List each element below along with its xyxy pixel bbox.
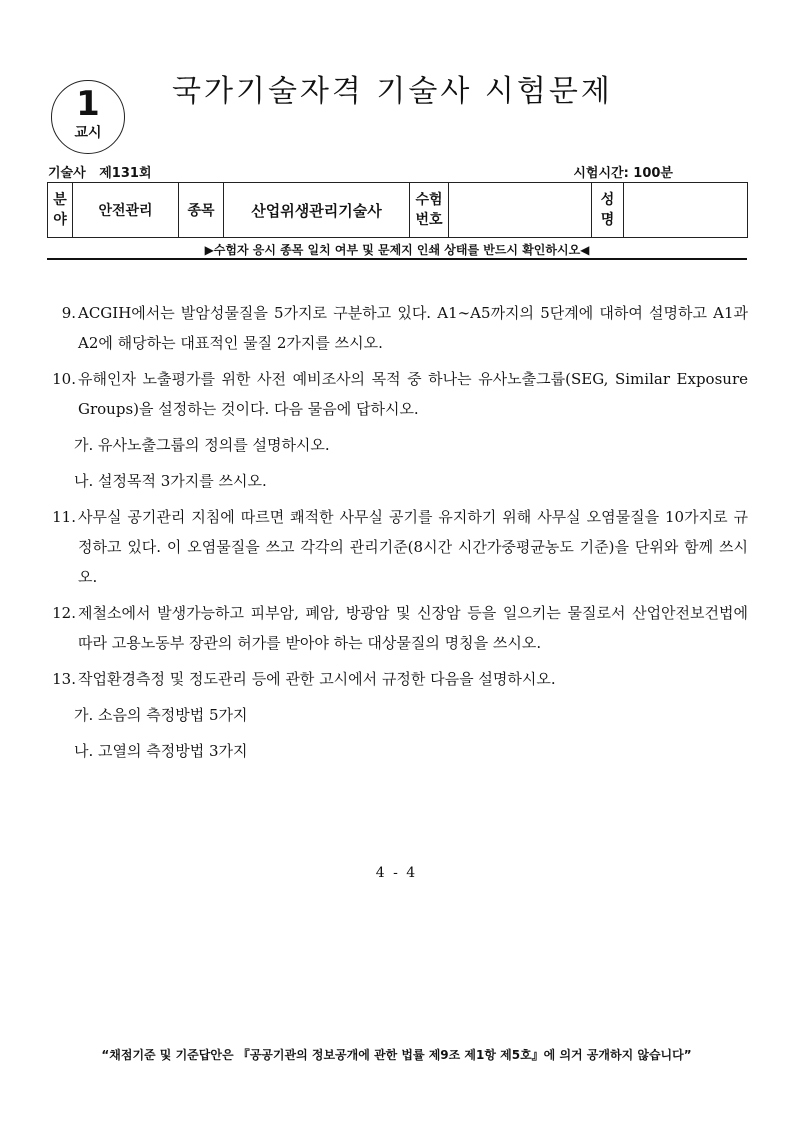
session-number: 1 [76, 84, 100, 124]
disclosure-footer: “채점기준 및 기준답안은 『공공기관의 정보공개에 관한 법률 제9조 제1항 제5호』에 의거 공개하지 않습니다” [101, 1048, 692, 1062]
question-number: 12. [52, 604, 76, 622]
question-number: 13. [52, 670, 76, 688]
question-number: 9. [61, 304, 76, 322]
exam-round: 기술사 제131회 [48, 166, 152, 181]
page-title: 국가기술자격 기술사 시험문제 [172, 74, 613, 109]
question-text: 사무실 공기관리 지침에 따르면 쾌적한 사무실 공기를 유지하기 위해 사무실 오염물질을 10가지로 규정하고 있다. 이 오염물질을 쓰고 각각의 관리기준(8시간 시간가중평균농도 기준)을 단위와 함께 쓰시오. [78, 508, 748, 586]
question-number: 10. [52, 370, 76, 388]
question-13 [48, 664, 748, 694]
question-12 [48, 598, 748, 658]
question-9 [48, 298, 748, 358]
examno-label-cell: 수험 번호 [410, 183, 449, 238]
session-badge [51, 80, 125, 154]
question-list [48, 298, 748, 772]
question-text: 제철소에서 발생가능하고 피부암, 폐암, 방광암 및 신장암 등을 일으키는 물질로서 산업안전보건법에 따라 고용노동부 장관의 허가를 받아야 하는 대상물질의 명칭을 쓰시오. [78, 604, 748, 652]
field-value: 안전관리 [73, 183, 179, 238]
sub-question: 나. 설정목적 3가지를 쓰시오. [74, 472, 267, 490]
question-10 [48, 364, 748, 424]
question-11 [48, 502, 748, 592]
question-text: 유해인자 노출평가를 위한 사전 예비조사의 목적 중 하나는 유사노출그룹(SEG, Similar Exposure Groups)을 설정하는 것이다. 다음 물음에 답하시오. [78, 370, 748, 418]
category-value: 산업위생관리기술사 [224, 183, 410, 238]
sub-question: 나. 고열의 측정방법 3가지 [74, 742, 248, 760]
sub-question: 가. 소음의 측정방법 5가지 [74, 706, 248, 724]
question-text: 작업환경측정 및 정도관리 등에 관한 고시에서 규정한 다음을 설명하시오. [78, 670, 556, 688]
check-notice: ▶수험자 응시 종목 일치 여부 및 문제지 인쇄 상태를 반드시 확인하시오◀ [204, 243, 590, 257]
question-text: ACGIH에서는 발암성물질을 5가지로 구분하고 있다. A1∼A5까지의 5단계에 대하여 설명하고 A1과 A2에 해당하는 대표적인 물질 2가지를 쓰시오. [78, 304, 748, 352]
header-divider [47, 258, 747, 260]
category-label: 종목 [179, 183, 224, 238]
exam-info-table [47, 182, 748, 238]
page-number: 4 - 4 [375, 865, 418, 881]
name-label-cell: 성 명 [592, 183, 624, 238]
question-number: 11. [52, 508, 76, 526]
field-label-cell: 분 야 [48, 183, 73, 238]
name-value [624, 183, 748, 238]
session-label: 교시 [74, 125, 102, 141]
examno-value [449, 183, 592, 238]
exam-duration: 시험시간: 100분 [573, 166, 673, 181]
sub-question: 가. 유사노출그룹의 정의를 설명하시오. [74, 436, 330, 454]
